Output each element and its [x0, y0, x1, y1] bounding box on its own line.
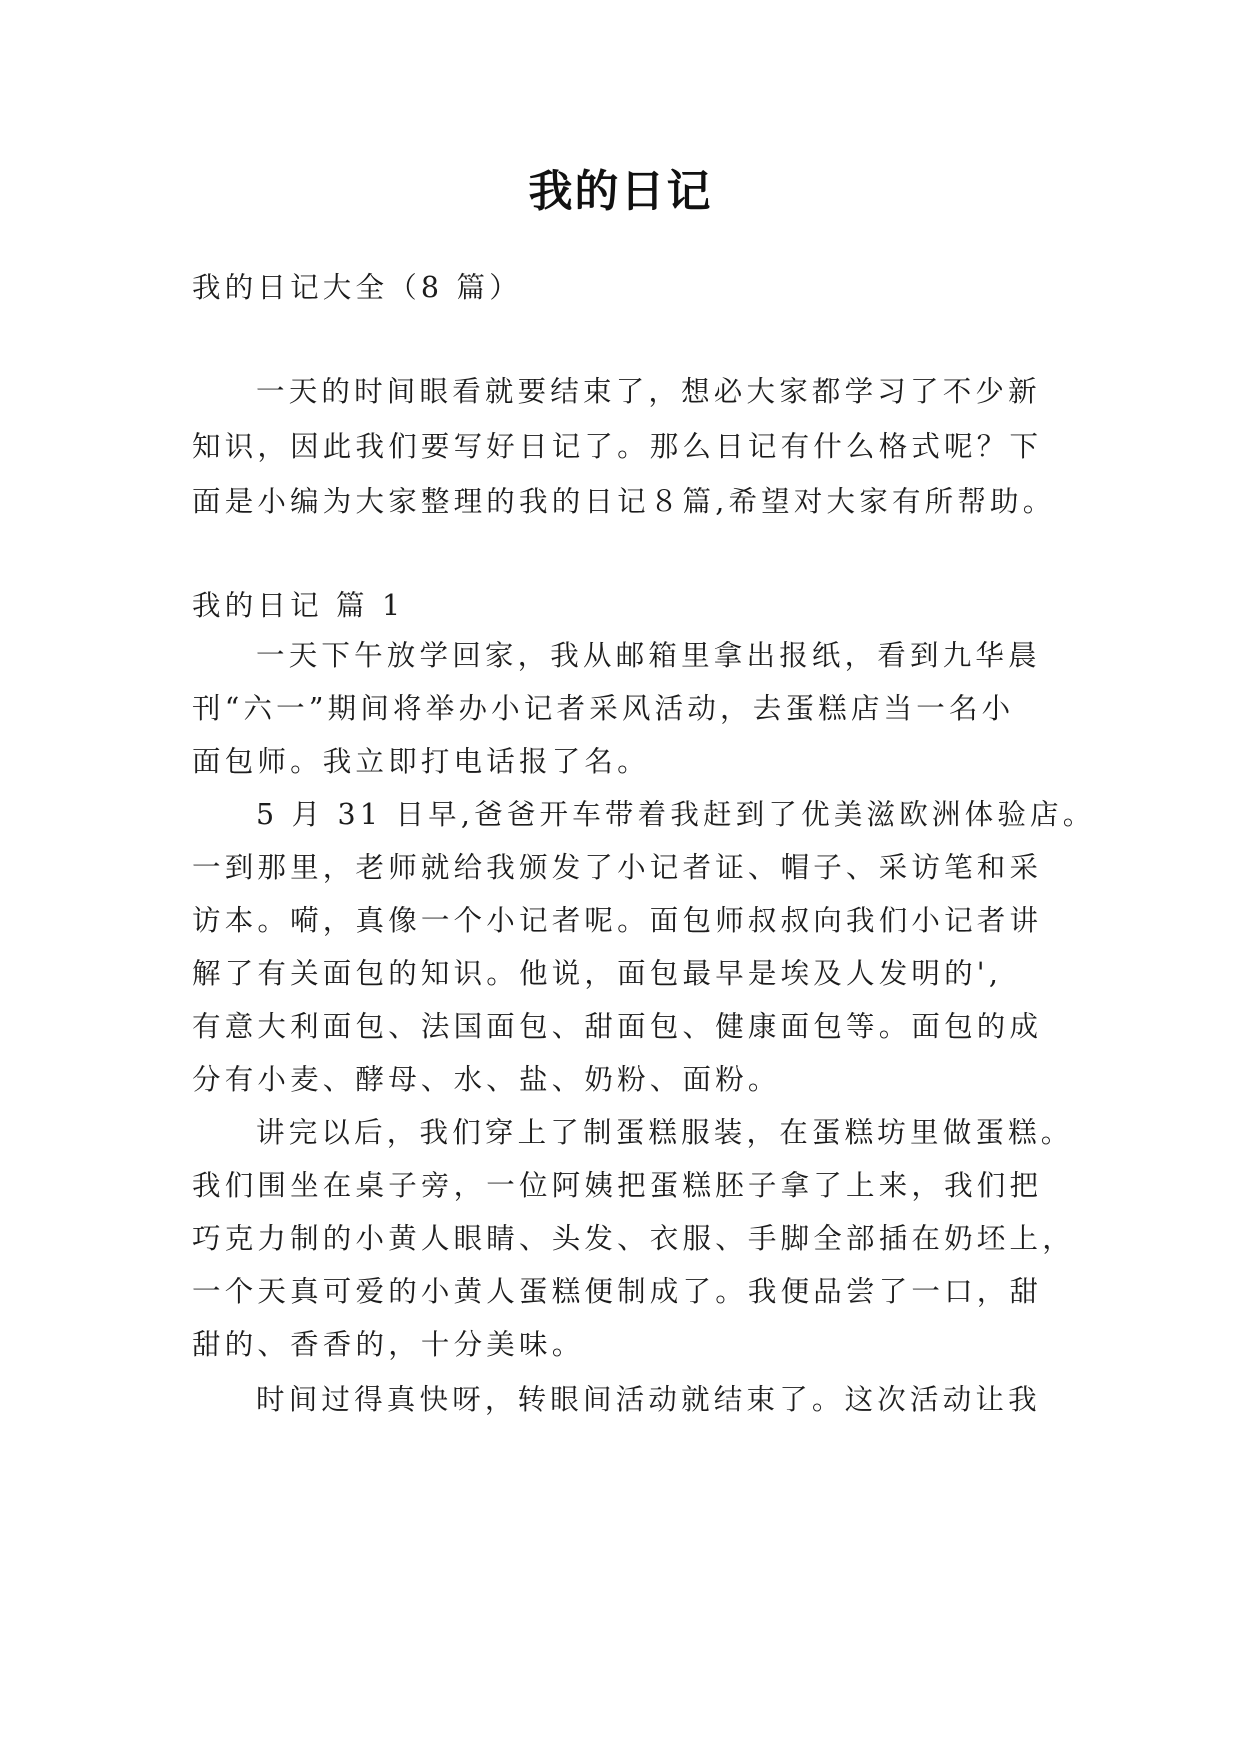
intro-line: 一天的时间眼看就要结束了，想必大家都学习了不少新 — [256, 375, 1041, 408]
body-line: 面包师。我立即打电话报了名。 — [192, 745, 650, 778]
body-line: 5 月 31 日早,爸爸开车带着我赶到了优美滋欧洲体验店。 — [256, 798, 1096, 831]
body-line: 时间过得真快呀，转眼间活动就结束了。这次活动让我 — [256, 1383, 1041, 1416]
intro-line: 知识，因此我们要写好日记了。那么日记有什么格式呢？下 — [192, 430, 1043, 463]
body-line: 一天下午放学回家，我从邮箱里拿出报纸，看到九华晨 — [256, 639, 1041, 672]
intro-line: 面是小编为大家整理的我的日记８篇,希望对大家有所帮助。 — [192, 485, 1056, 518]
body-line: 巧克力制的小黄人眼睛、头发、衣服、手脚全部插在奶坯上， — [192, 1222, 1075, 1255]
section-heading: 我的日记 篇 1 — [192, 589, 405, 622]
body-line: 解了有关面包的知识。他说，面包最早是埃及人发明的', — [192, 957, 1003, 990]
body-line: 分有小麦、酵母、水、盐、奶粉、面粉。 — [192, 1063, 781, 1096]
body-line: 有意大利面包、法国面包、甜面包、健康面包等。面包的成 — [192, 1010, 1043, 1043]
body-line: 甜的、香香的，十分美味。 — [192, 1328, 585, 1361]
document-title: 我的日记 — [528, 166, 713, 217]
document-subtitle: 我的日记大全（8 篇） — [192, 271, 522, 304]
body-line: 刊“六一”期间将举办小记者采风活动，去蛋糕店当一名小 — [192, 692, 1015, 725]
body-line: 一到那里，老师就给我颁发了小记者证、帽子、采访笔和采 — [192, 851, 1043, 884]
body-line: 访本。嗬，真像一个小记者呢。面包师叔叔向我们小记者讲 — [192, 904, 1043, 937]
body-line: 一个天真可爱的小黄人蛋糕便制成了。我便品尝了一口，甜 — [192, 1275, 1043, 1308]
body-line: 我们围坐在桌子旁，一位阿姨把蛋糕胚子拿了上来，我们把 — [192, 1169, 1043, 1202]
body-line: 讲完以后，我们穿上了制蛋糕服装，在蛋糕坊里做蛋糕。 — [256, 1116, 1074, 1149]
